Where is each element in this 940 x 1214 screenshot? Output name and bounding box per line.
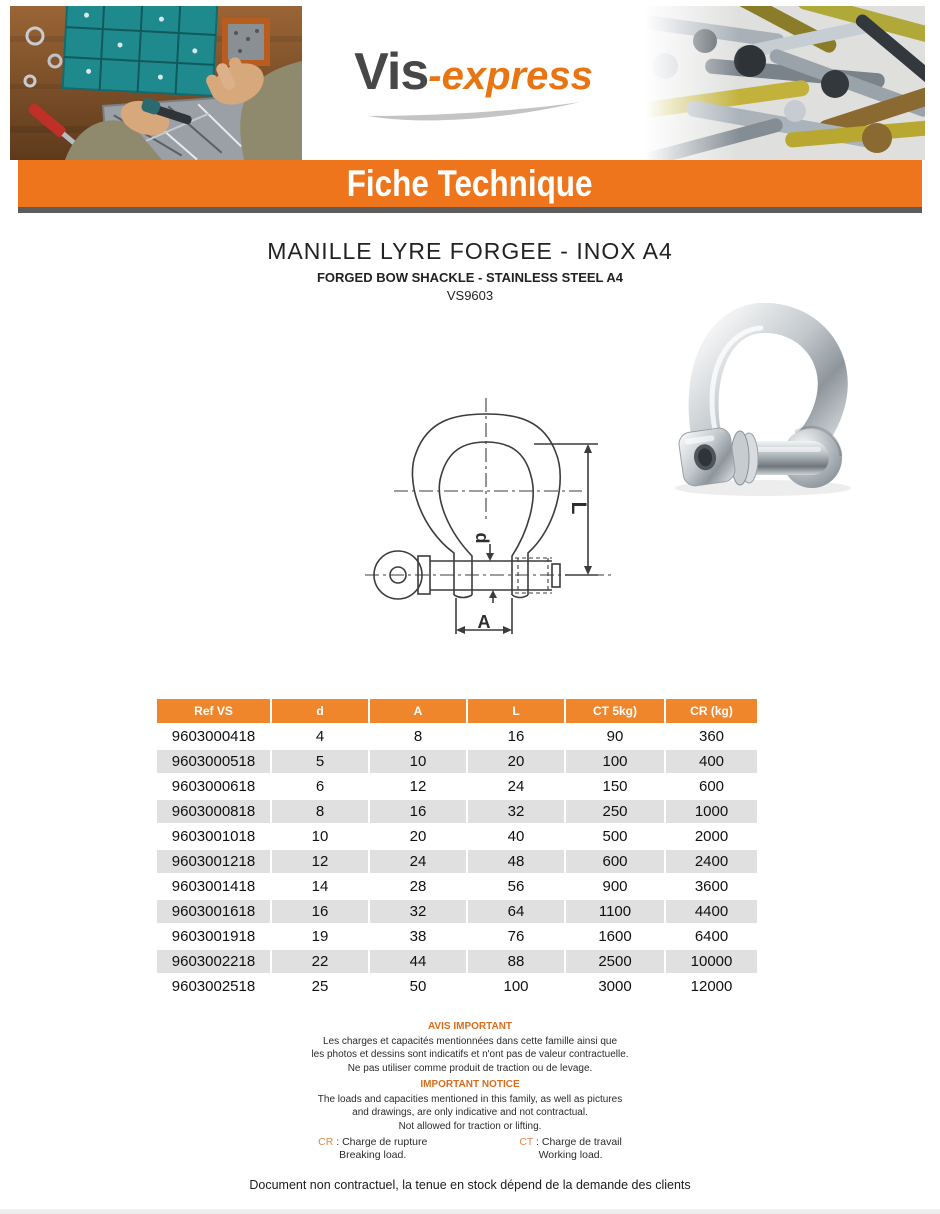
- notice-french: [0, 1020, 940, 1075]
- logo-swoosh: [364, 100, 584, 124]
- table-cell: 3000: [566, 973, 666, 998]
- table-row: [157, 798, 757, 823]
- table-cell: 9603001618: [157, 898, 272, 923]
- notice-french-line: Ne pas utiliser comme produit de traction ou de levage.: [347, 1062, 593, 1074]
- table-cell: 2500: [566, 948, 666, 973]
- table-cell: 9603002218: [157, 948, 272, 973]
- table-cell: 25: [272, 973, 370, 998]
- notice-english-line: The loads and capacities mentioned in this family, as well as pictures: [317, 1093, 623, 1105]
- abbreviation-legend: [0, 1136, 940, 1162]
- table-cell: 44: [370, 948, 468, 973]
- dim-label-L: L: [567, 501, 590, 515]
- notice-english-line: and drawings, are only indicative and not contractual.: [352, 1107, 588, 1118]
- table-cell: 2000: [666, 823, 757, 848]
- table-cell: 8: [272, 798, 370, 823]
- legend-cr-label-fr: : Charge de rupture: [333, 1136, 428, 1148]
- table-cell: 500: [566, 823, 666, 848]
- notice-french-line: Les charges et capacités mentionnées dans cette famille ainsi que: [322, 1035, 618, 1047]
- screws-photo: [645, 6, 925, 160]
- notice-french-title: AVIS IMPORTANT: [427, 1021, 513, 1032]
- table-cell: 1100: [566, 898, 666, 923]
- table-cell: 9603001218: [157, 848, 272, 873]
- table-cell: 10000: [666, 948, 757, 973]
- table-cell: 2400: [666, 848, 757, 873]
- table-cell: 6400: [666, 923, 757, 948]
- table-cell: 16: [468, 723, 566, 748]
- table-row: [157, 973, 757, 998]
- table-cell: 12: [272, 848, 370, 873]
- legend-cr-abbr: CR: [318, 1136, 334, 1148]
- legend-cr-label-en: Breaking load.: [339, 1149, 407, 1161]
- col-header-ct: CT 5kg): [566, 699, 666, 723]
- table-cell: 600: [666, 773, 757, 798]
- dim-label-A: A: [477, 612, 491, 632]
- legend-ct-label-fr: : Charge de travail: [533, 1136, 622, 1148]
- table-cell: 24: [468, 773, 566, 798]
- table-cell: 1000: [666, 798, 757, 823]
- table-cell: 40: [468, 823, 566, 848]
- table-cell: 56: [468, 873, 566, 898]
- table-cell: 8: [370, 723, 468, 748]
- table-cell: 600: [566, 848, 666, 873]
- table-cell: 4400: [666, 898, 757, 923]
- table-row: [157, 748, 757, 773]
- legend-ct: [519, 1136, 622, 1162]
- table-cell: 9603000418: [157, 723, 272, 748]
- table-cell: 12: [370, 773, 468, 798]
- table-cell: 19: [272, 923, 370, 948]
- table-cell: 22: [272, 948, 370, 973]
- table-cell: 12000: [666, 973, 757, 998]
- table-cell: 24: [370, 848, 468, 873]
- product-title-en: FORGED BOW SHACKLE - STAINLESS STEEL A4: [316, 270, 623, 285]
- product-reference: VS9603: [446, 288, 494, 303]
- table-cell: 250: [566, 798, 666, 823]
- table-cell: 100: [566, 748, 666, 773]
- notice-english: [0, 1078, 940, 1133]
- page-bottom-edge: [0, 1209, 940, 1214]
- table-cell: 90: [566, 723, 666, 748]
- col-header-cr: CR (kg): [666, 699, 757, 723]
- table-cell: 38: [370, 923, 468, 948]
- shackle-photo: [645, 290, 875, 505]
- table-cell: 6: [272, 773, 370, 798]
- spec-table: [157, 699, 757, 998]
- table-cell: 360: [666, 723, 757, 748]
- table-cell: 100: [468, 973, 566, 998]
- product-title-fr: MANILLE LYRE FORGEE - INOX A4: [267, 238, 673, 264]
- notice-english-line: Not allowed for traction or lifting.: [398, 1120, 542, 1132]
- table-row: [157, 723, 757, 748]
- table-cell: 14: [272, 873, 370, 898]
- dim-label-d: d: [472, 532, 492, 544]
- table-cell: 400: [666, 748, 757, 773]
- table-cell: 50: [370, 973, 468, 998]
- table-row: [157, 898, 757, 923]
- banner: [18, 160, 922, 207]
- table-header-row: [157, 699, 757, 723]
- legend-ct-label-en: Working load.: [538, 1149, 603, 1161]
- notice-french-line: les photos et dessins sont indicatifs et n'ont pas de valeur contractuelle.: [311, 1049, 629, 1060]
- notice-english-title: IMPORTANT NOTICE: [420, 1079, 520, 1090]
- table-cell: 32: [370, 898, 468, 923]
- table-cell: 4: [272, 723, 370, 748]
- table-cell: 9603001918: [157, 923, 272, 948]
- table-cell: 5: [272, 748, 370, 773]
- banner-divider: [18, 207, 922, 213]
- table-cell: 9603002518: [157, 973, 272, 998]
- col-header-ref: Ref VS: [157, 699, 272, 723]
- table-cell: 3600: [666, 873, 757, 898]
- table-row: [157, 773, 757, 798]
- footer-note: Document non contractuel, la tenue en stock dépend de la demande des clients: [249, 1178, 691, 1192]
- table-cell: 88: [468, 948, 566, 973]
- table-cell: 20: [370, 823, 468, 848]
- legend-cr: [318, 1136, 427, 1162]
- workbench-photo: [10, 6, 302, 160]
- table-cell: 76: [468, 923, 566, 948]
- table-row: [157, 848, 757, 873]
- table-cell: 9603001018: [157, 823, 272, 848]
- col-header-a: A: [370, 699, 468, 723]
- table-cell: 20: [468, 748, 566, 773]
- vis-express-logo: [302, 6, 645, 160]
- banner-title: Fiche Technique: [347, 162, 593, 204]
- table-cell: 64: [468, 898, 566, 923]
- table-cell: 9603000618: [157, 773, 272, 798]
- table-cell: 10: [272, 823, 370, 848]
- col-header-d: d: [272, 699, 370, 723]
- table-row: [157, 823, 757, 848]
- legend-ct-abbr: CT: [519, 1136, 534, 1148]
- table-cell: 48: [468, 848, 566, 873]
- table-cell: 16: [370, 798, 468, 823]
- table-cell: 9603000818: [157, 798, 272, 823]
- table-row: [157, 948, 757, 973]
- table-cell: 900: [566, 873, 666, 898]
- table-cell: 10: [370, 748, 468, 773]
- table-cell: 32: [468, 798, 566, 823]
- table-cell: 150: [566, 773, 666, 798]
- table-cell: 9603001418: [157, 873, 272, 898]
- technical-drawing: [360, 388, 620, 663]
- table-cell: 1600: [566, 923, 666, 948]
- table-cell: 28: [370, 873, 468, 898]
- logo-text-vis: Vis: [354, 43, 429, 101]
- table-cell: 16: [272, 898, 370, 923]
- table-row: [157, 873, 757, 898]
- col-header-l: L: [468, 699, 566, 723]
- logo-text-express: -express: [428, 54, 593, 98]
- table-row: [157, 923, 757, 948]
- table-cell: 9603000518: [157, 748, 272, 773]
